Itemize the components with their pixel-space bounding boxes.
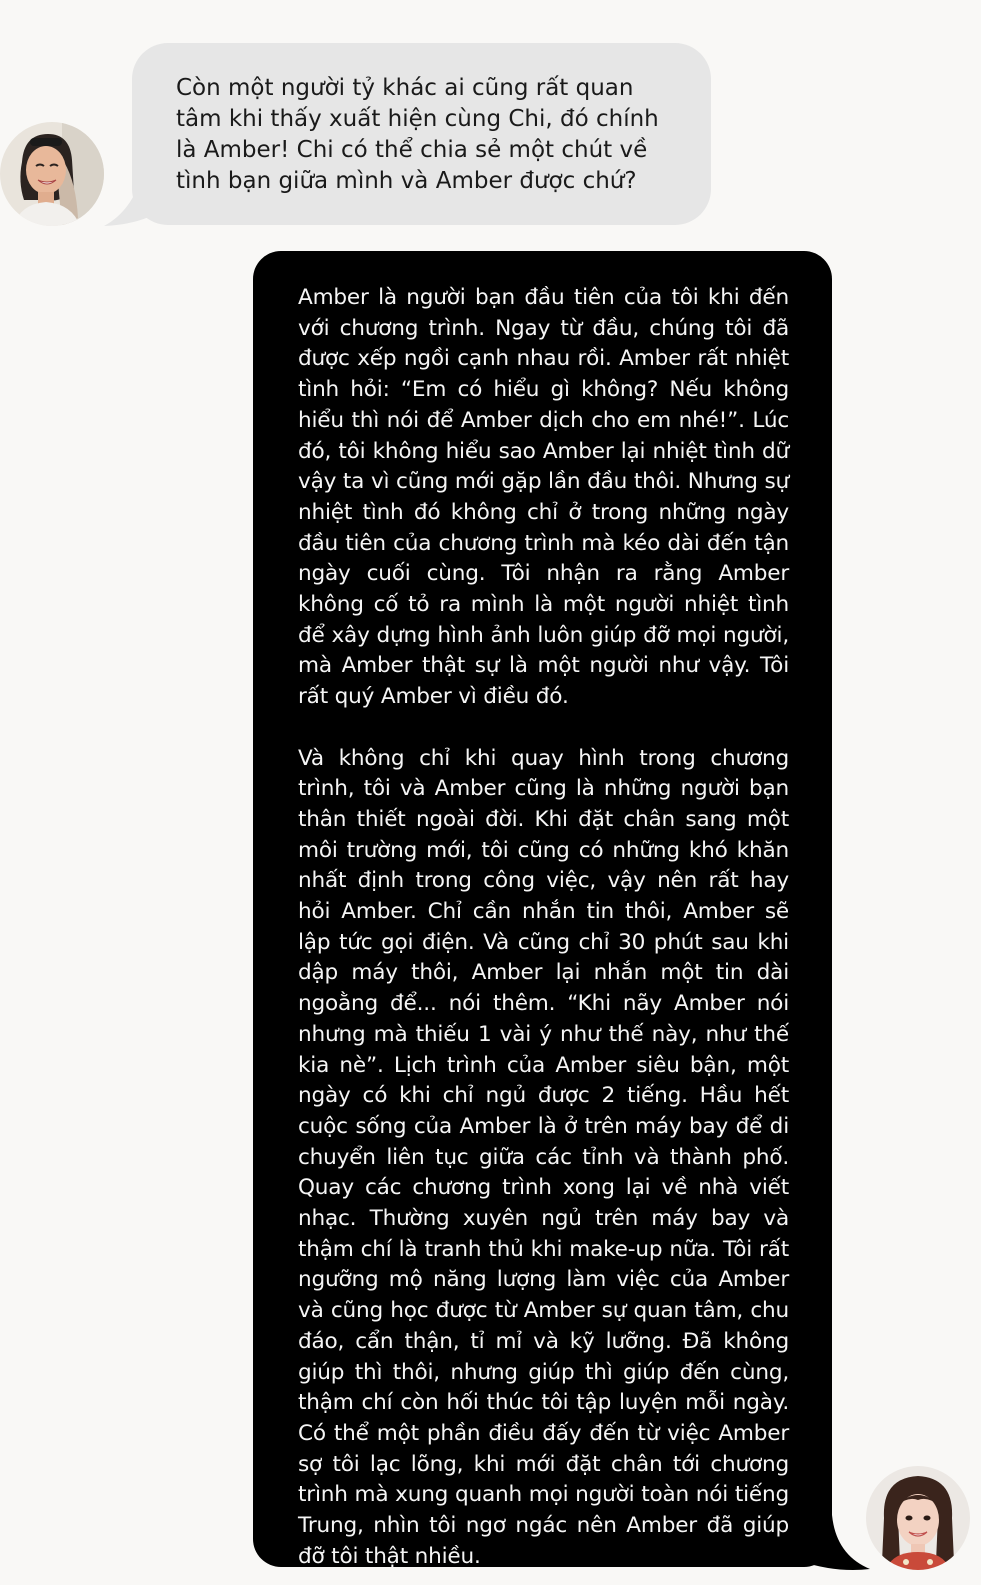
interviewer-photo [0,122,104,226]
interviewee-avatar [866,1466,970,1570]
interviewer-avatar [0,122,104,226]
answer-paragraph-2: Và không chỉ khi quay hình trong chương trình, tôi và Amber cũng là những người bạn thân thiết ngoài đời. Khi đặt chân sang một môi trường mới, tôi cũng có những khó khăn nhất định trong công việc, vậy nên rất hay hỏi Amber. Chỉ cần nhắn tin thôi, Amber sẽ lập tức gọi điện. Và cũng chỉ 30 phút sau khi dập máy thôi, Amber lại nhắn một tin dài ngoằng để... nói thêm. “Khi nãy Amber nói nhưng mà thiếu 1 vài ý như thế này, như thế kia nè”. Lịch trình của Amber siêu bận, một ngày có khi chỉ ngủ được 2 tiếng. Hầu hết cuộc sống của Amber là ở trên máy bay để di chuyển liên tục giữa các tỉnh và thành phố. Quay các chương trình xong lại về nhà viết nhạc. Thường xuyên ngủ trên máy bay và thậm chí là tranh thủ khi make-up nữa. Tôi rất ngưỡng mộ năng lượng làm việc của Amber và cũng học được từ Amber sự quan tâm, chu đáo, cẩn thận, tỉ mỉ và kỹ lưỡng. Đã không giúp thì thôi, nhưng giúp thì giúp đến cùng, thậm chí còn hối thúc tôi tập luyện mỗi ngày. Có thể một phần điều đấy đến từ việc Amber sợ tôi lạc lõng, khi mới đặt chân tới chương trình mà xung quanh mọi người toàn nói tiếng Trung, nhìn tôi ngơ ngác nên Amber đã giúp đỡ tôi thật nhiều. [298,745,789,1569]
question-bubble [132,43,711,225]
answer-bubble [253,251,832,1567]
interviewee-photo [866,1466,970,1570]
question-text: Còn một người tỷ khác ai cũng rất quan tâm khi thấy xuất hiện cùng Chi, đó chính là Amber! Chi có thể chia sẻ một chút về tình bạn giữa mình và Amber được chứ? [176,75,659,194]
answer-paragraph-1: Amber là người bạn đầu tiên của tôi khi đến với chương trình. Ngay từ đầu, chúng tôi đã được xếp ngồi cạnh nhau rồi. Amber rất nhiệt tình hỏi: “Em có hiểu gì không? Nếu không hiểu thì nói để Amber dịch cho em nhé!”. Lúc đó, tôi không hiểu sao Amber lại nhiệt tình dữ vậy ta vì cũng mới gặp lần đầu thôi. Nhưng sự nhiệt tình đó không chỉ ở trong những ngày đầu tiên của chương trình mà kéo dài đến tận ngày cuối cùng. Tôi nhận ra rằng Amber không cố tỏ ra mình là một người nhiệt tình để xây dựng hình ảnh luôn giúp đỡ mọi người, mà Amber thật sự là một người như vậy. Tôi rất quý Amber vì điều đó. [298,285,789,710]
answer-bubble-tail [800,1515,870,1573]
